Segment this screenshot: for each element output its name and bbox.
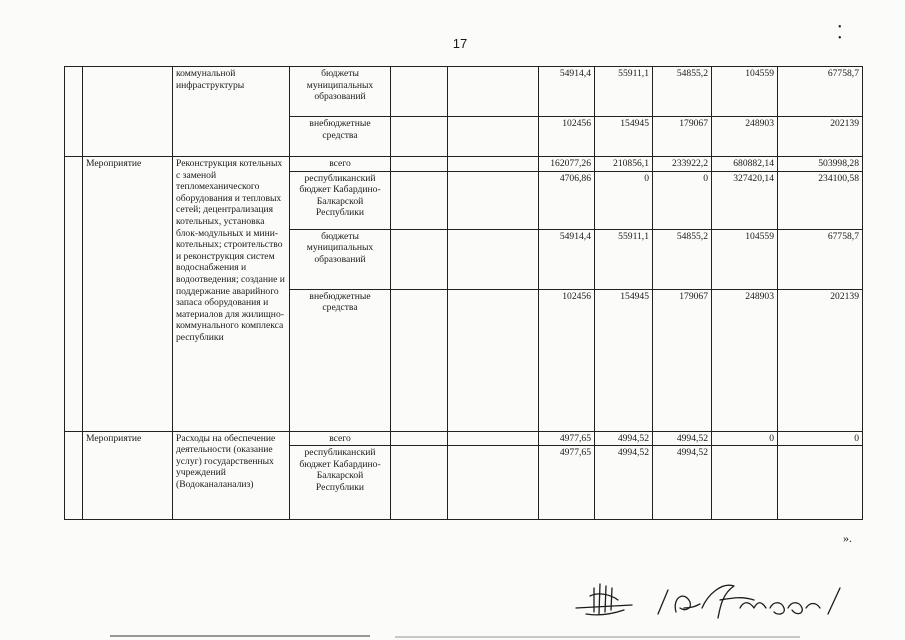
value-cell: 54914,4	[539, 229, 595, 289]
cell-empty	[391, 229, 448, 289]
value-cell: 4994,52	[595, 431, 653, 446]
value-cell: 233922,2	[653, 157, 712, 172]
value-cell: 248903	[712, 289, 778, 431]
cell-empty	[65, 67, 83, 157]
table-row	[65, 157, 863, 172]
value-cell: 0	[712, 431, 778, 446]
value-cell: 327420,14	[712, 171, 778, 229]
funding-source-cell: республиканский бюджет Кабардино-Балкарской Республики	[290, 171, 391, 229]
funding-source-cell: бюджеты муниципальных образований	[290, 229, 391, 289]
cell-empty	[391, 431, 448, 446]
measure-name-cell: Расходы на обеспечение деятельности (оказание услуг) государственных учреждений (Водоканаланализ)	[173, 431, 290, 520]
value-cell: 154945	[595, 289, 653, 431]
funding-source-cell: всего	[290, 431, 391, 446]
measure-name-cell: коммунальной инфраструктуры	[173, 67, 290, 157]
value-cell: 179067	[653, 289, 712, 431]
funding-source-cell: бюджеты муниципальных образований	[290, 67, 391, 117]
value-cell: 55911,1	[595, 229, 653, 289]
cell-empty	[448, 117, 539, 157]
cell-empty	[391, 446, 448, 520]
funding-source-cell: внебюджетные средства	[290, 289, 391, 431]
closing-quote: ».	[843, 531, 852, 545]
cell-empty	[65, 157, 83, 432]
cell-empty	[391, 157, 448, 172]
value-cell: 4994,52	[653, 446, 712, 520]
cell-empty	[65, 431, 83, 520]
signature-image	[572, 574, 852, 624]
value-cell: 0	[778, 431, 863, 446]
value-cell	[712, 446, 778, 520]
cell-empty	[391, 171, 448, 229]
cell-empty	[448, 446, 539, 520]
cell-empty	[83, 67, 173, 157]
corner-marks: • •	[838, 22, 864, 44]
value-cell: 102456	[539, 289, 595, 431]
cell-empty	[448, 229, 539, 289]
value-cell: 67758,7	[778, 67, 863, 117]
funding-source-cell: всего	[290, 157, 391, 172]
value-cell: 202139	[778, 117, 863, 157]
value-cell	[778, 446, 863, 520]
value-cell: 104559	[712, 229, 778, 289]
value-cell: 234100,58	[778, 171, 863, 229]
value-cell: 154945	[595, 117, 653, 157]
measure-label-cell: Мероприятие	[83, 157, 173, 432]
cell-empty	[448, 157, 539, 172]
value-cell: 55911,1	[595, 67, 653, 117]
value-cell: 0	[595, 171, 653, 229]
value-cell: 4994,52	[653, 431, 712, 446]
page-number: 17	[452, 36, 468, 51]
funding-source-cell: внебюджетные средства	[290, 117, 391, 157]
value-cell: 4977,65	[539, 446, 595, 520]
value-cell: 104559	[712, 67, 778, 117]
value-cell: 4706,86	[539, 171, 595, 229]
cell-empty	[391, 117, 448, 157]
table-row	[65, 67, 863, 117]
value-cell: 4994,52	[595, 446, 653, 520]
cell-empty	[391, 289, 448, 431]
scan-edge-lines	[0, 632, 905, 640]
value-cell: 503998,28	[778, 157, 863, 172]
cell-empty	[448, 67, 539, 117]
value-cell: 162077,26	[539, 157, 595, 172]
value-cell: 67758,7	[778, 229, 863, 289]
funding-source-cell: республиканский бюджет Кабардино-Балкарской Республики	[290, 446, 391, 520]
cell-empty	[448, 171, 539, 229]
value-cell: 202139	[778, 289, 863, 431]
value-cell: 4977,65	[539, 431, 595, 446]
cell-empty	[448, 431, 539, 446]
table-row	[65, 431, 863, 446]
measure-name-cell: Реконструкция котельных с заменой тепломеханического оборудования и тепловых сетей; децентрализация котельных, установка блок-модульных и мини-котельных; строительство и реконструкция систем водоснабжения и водоотведения; создание и поддержание аварийного запаса оборудования и материалов для жилищно-коммунального комплекса республики	[173, 157, 290, 432]
value-cell: 54855,2	[653, 229, 712, 289]
value-cell: 54855,2	[653, 67, 712, 117]
value-cell: 179067	[653, 117, 712, 157]
value-cell: 680882,14	[712, 157, 778, 172]
value-cell: 0	[653, 171, 712, 229]
measure-label-cell: Мероприятие	[83, 431, 173, 520]
cell-empty	[391, 67, 448, 117]
value-cell: 210856,1	[595, 157, 653, 172]
value-cell: 248903	[712, 117, 778, 157]
value-cell: 54914,4	[539, 67, 595, 117]
cell-empty	[448, 289, 539, 431]
budget-table	[64, 66, 863, 520]
value-cell: 102456	[539, 117, 595, 157]
